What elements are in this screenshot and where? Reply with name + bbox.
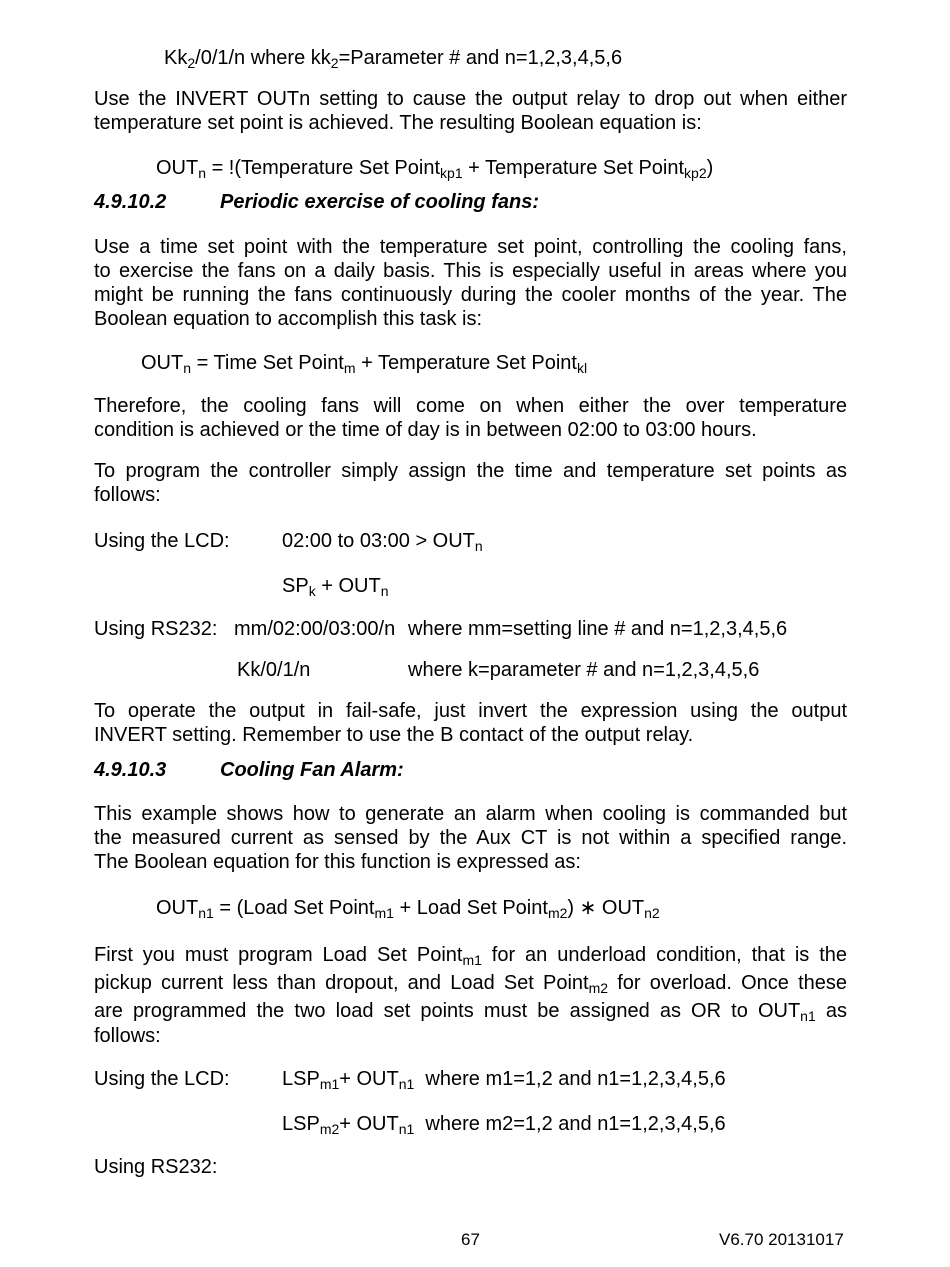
- rs232-label: [94, 617, 217, 641]
- subscript: n1: [800, 1008, 816, 1024]
- lcd-command-setpoint: [282, 574, 389, 598]
- lcd-command-lsp2: [282, 1112, 726, 1136]
- subscript: kl: [576, 360, 588, 376]
- paragraph-line: the measured current as sensed by the Aux CT is not within a specified range.: [94, 827, 847, 849]
- text: where k=parameter # and n=1,2,3,4,5,6: [408, 659, 760, 681]
- paragraph-line: follows:: [94, 484, 161, 506]
- text: + OUT: [339, 1068, 399, 1090]
- paragraph-periodic: [94, 235, 847, 331]
- paragraph-invert: [94, 87, 847, 135]
- version-label: [719, 1228, 844, 1252]
- subscript: m: [343, 360, 356, 376]
- subscript: n1: [398, 1076, 415, 1092]
- text: = !(Temperature Set Point: [206, 157, 441, 179]
- paragraph-line: [94, 997, 847, 1025]
- text: = (Load Set Point: [213, 897, 375, 919]
- subscript: n: [198, 165, 207, 181]
- paragraph-line: To operate the output in fail-safe, just invert the expression using the output: [94, 700, 847, 722]
- section-heading-alarm: [94, 758, 166, 782]
- subscript: m1: [374, 905, 394, 921]
- lcd-command-time: [282, 529, 483, 553]
- text: + OUT: [315, 575, 381, 597]
- text: ) ∗ OUT: [567, 897, 645, 919]
- subscript: 2: [187, 55, 196, 71]
- text: Using the LCD:: [94, 1068, 230, 1090]
- rs232-command-time: [234, 617, 395, 641]
- section-title-periodic: [220, 190, 539, 214]
- text: First you must program Load Set Point: [94, 944, 463, 966]
- text: OUT: [156, 157, 199, 179]
- text: where m1=1,2 and n1=1,2,3,4,5,6: [414, 1068, 726, 1090]
- text: Using RS232:: [94, 1156, 218, 1178]
- rs232-desc-time: [408, 617, 787, 641]
- subscript: n: [380, 583, 389, 599]
- text: where m2=1,2 and n1=1,2,3,4,5,6: [414, 1113, 726, 1135]
- text: LSP: [282, 1113, 320, 1135]
- paragraph-line: This example shows how to generate an alarm when cooling is commanded but: [94, 803, 847, 825]
- text: SP: [282, 575, 309, 597]
- paragraph-line: The Boolean equation for this function is expressed as:: [94, 851, 581, 873]
- section-number: 4.9.10.3: [94, 759, 167, 781]
- text: OUT: [156, 897, 199, 919]
- text: =Parameter # and n=1,2,3,4,5,6: [338, 47, 623, 69]
- subscript: m2: [319, 1121, 340, 1137]
- section-number: 4.9.10.2: [94, 191, 167, 213]
- section-title: Periodic exercise of cooling fans:: [220, 191, 539, 213]
- paragraph-line: Boolean equation to accomplish this task is:: [94, 308, 482, 330]
- subscript: m2: [588, 980, 609, 996]
- paragraph-line: To program the controller simply assign the time and temperature set points as: [94, 460, 847, 482]
- text: mm/02:00/03:00/n: [234, 618, 396, 640]
- equation-periodic: [141, 351, 587, 375]
- subscript: n2: [644, 905, 660, 921]
- subscript: kp1: [440, 165, 463, 181]
- paragraph-failsafe: [94, 699, 847, 747]
- lcd-label-2: [94, 1067, 230, 1091]
- text: 02:00 to 03:00 > OUT: [282, 530, 475, 552]
- text: = Time Set Point: [191, 352, 344, 374]
- parameter-line: [164, 46, 622, 70]
- paragraph-line: Use a time set point with the temperature set point, controlling the cooling fans,: [94, 236, 847, 258]
- text: LSP: [282, 1068, 320, 1090]
- section-title-alarm: [220, 758, 404, 782]
- paragraph-line: Therefore, the cooling fans will come on when either the over temperature: [94, 395, 847, 417]
- paragraph-line: Use the INVERT OUTn setting to cause the output relay to drop out when either: [94, 88, 847, 110]
- paragraph-line: condition is achieved or the time of day is in between 02:00 to 03:00 hours.: [94, 419, 757, 441]
- text: for overload. Once these: [608, 972, 848, 994]
- subscript: k: [308, 583, 316, 599]
- text: Kk/0/1/n: [237, 659, 311, 681]
- rs232-desc-param: [408, 658, 759, 682]
- text: as: [815, 1000, 847, 1022]
- subscript: m1: [462, 952, 482, 968]
- paragraph-line: follows:: [94, 1025, 161, 1047]
- paragraph-line: INVERT setting. Remember to use the B contact of the output relay.: [94, 724, 694, 746]
- subscript: m1: [319, 1076, 340, 1092]
- subscript: n: [183, 360, 192, 376]
- paragraph-alarm: [94, 802, 847, 874]
- paragraph-line: to exercise the fans on a daily basis. This is especially useful in areas where you: [94, 260, 847, 282]
- text: OUT: [141, 352, 184, 374]
- subscript: kp2: [684, 165, 707, 181]
- text: /0/1/n where kk: [195, 47, 331, 69]
- equation-alarm: [156, 896, 660, 920]
- paragraph-line: [94, 941, 847, 969]
- text: + Temperature Set Point: [462, 157, 685, 179]
- paragraph-program: [94, 459, 847, 507]
- text: 67: [461, 1230, 480, 1249]
- subscript: m2: [547, 905, 568, 921]
- text: + OUT: [339, 1113, 399, 1135]
- text: are programmed the two load set points must be assigned as OR to OUT: [94, 1000, 801, 1022]
- paragraph-line: temperature set point is achieved. The resulting Boolean equation is:: [94, 112, 702, 134]
- text: ): [706, 157, 714, 179]
- text: + Temperature Set Point: [355, 352, 577, 374]
- lcd-command-lsp1: [282, 1067, 726, 1091]
- paragraph-loadsetpoint: [94, 941, 847, 1047]
- subscript: n1: [198, 905, 214, 921]
- paragraph-line: might be running the fans continuously during the cooler months of the year. The: [94, 284, 847, 306]
- paragraph-therefore: [94, 394, 847, 442]
- subscript: 2: [330, 55, 339, 71]
- text: pickup current less than dropout, and Load Set Point: [94, 972, 589, 994]
- lcd-label: [94, 529, 230, 553]
- rs232-label-2: [94, 1155, 217, 1179]
- page-number: [461, 1228, 480, 1252]
- rs232-command-param: [237, 658, 310, 682]
- equation-invert: [156, 156, 713, 180]
- paragraph-line: [94, 969, 847, 997]
- text: Using the LCD:: [94, 530, 230, 552]
- text: V6.70 20131017: [719, 1230, 844, 1249]
- text: where mm=setting line # and n=1,2,3,4,5,6: [408, 618, 788, 640]
- text: for an underload condition, that is the: [481, 944, 847, 966]
- text: Kk: [164, 47, 188, 69]
- text: Using RS232:: [94, 618, 218, 640]
- subscript: n: [474, 538, 483, 554]
- section-heading-periodic: [94, 190, 166, 214]
- section-title: Cooling Fan Alarm:: [220, 759, 404, 781]
- text: + Load Set Point: [393, 897, 548, 919]
- subscript: n1: [398, 1121, 415, 1137]
